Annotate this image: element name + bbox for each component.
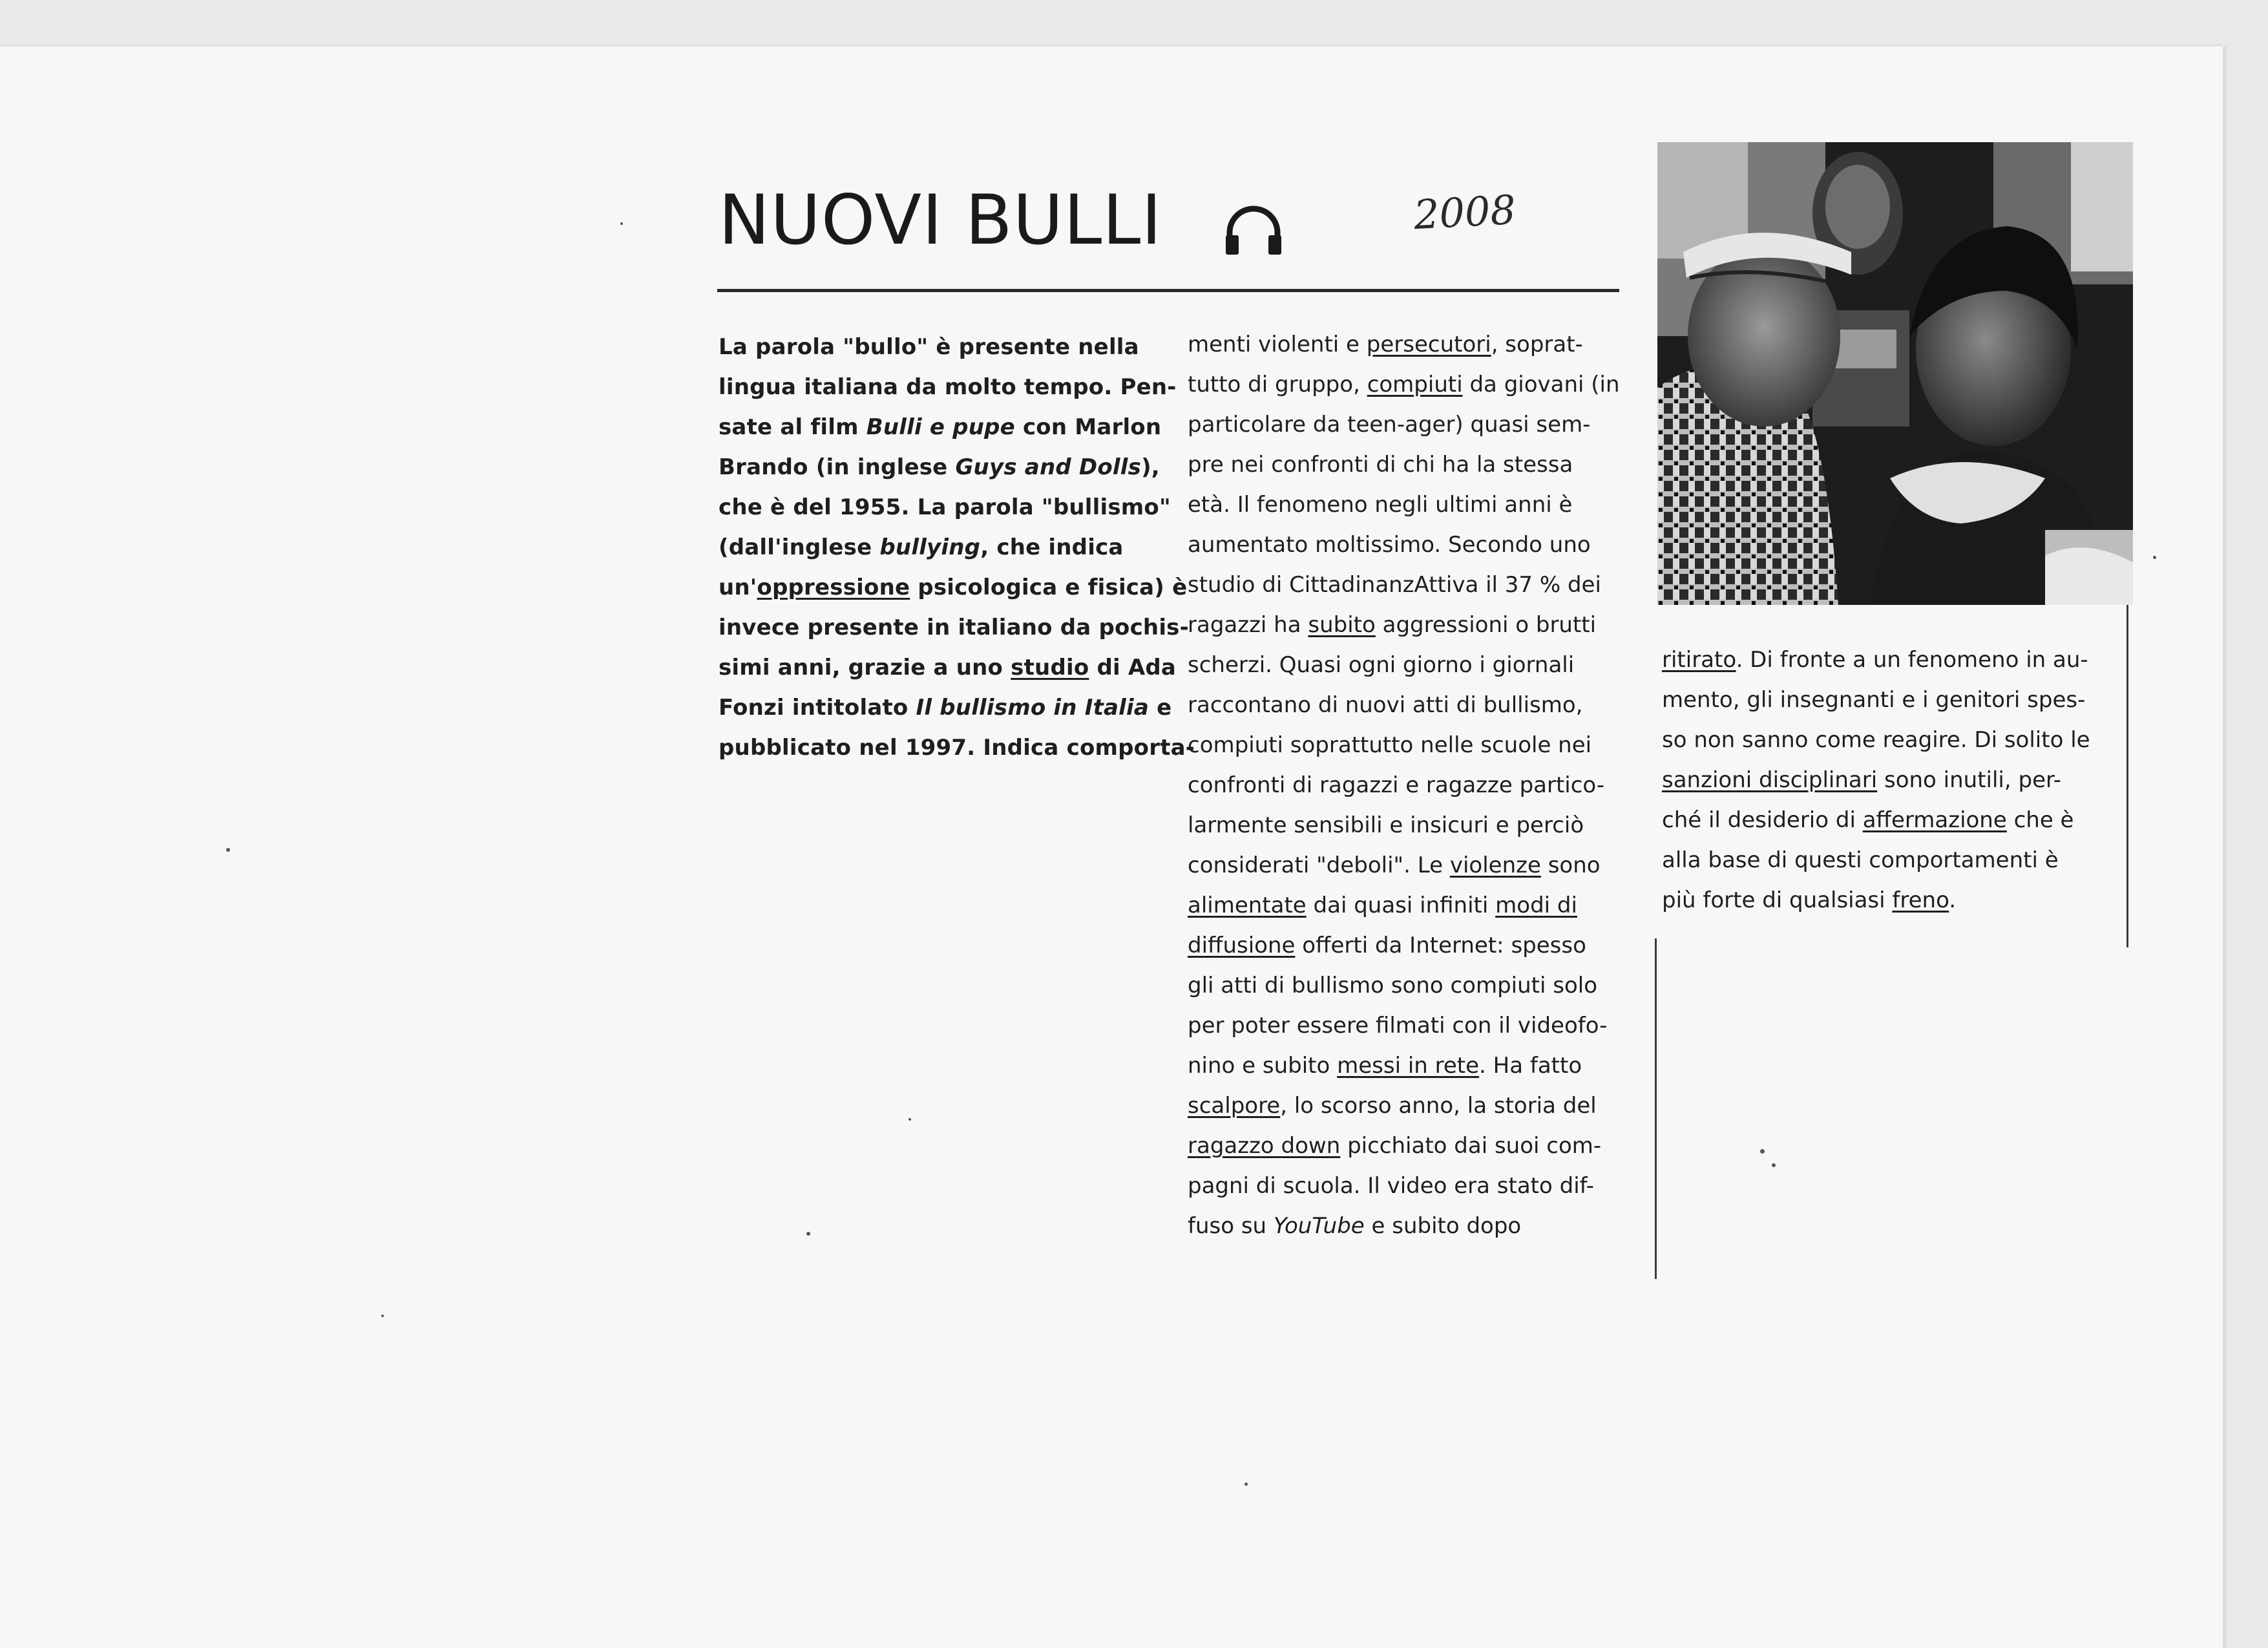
text-run: sate al film xyxy=(719,414,866,440)
article-column-1 xyxy=(719,327,1195,768)
text-run: offerti da Internet: spesso xyxy=(1295,933,1586,958)
text-run: , che indica xyxy=(980,534,1124,560)
scan-speck xyxy=(381,1315,384,1317)
text-run: che è xyxy=(2006,807,2074,833)
text-run: confronti di ragazzi e ragazze partico- xyxy=(1188,772,1605,798)
underlined-term: messi in rete xyxy=(1337,1053,1480,1079)
text-run: raccontano di nuovi atti di bullismo, xyxy=(1188,692,1583,718)
scan-speck xyxy=(1244,1483,1248,1486)
scan-speck xyxy=(620,222,623,225)
scan-speck xyxy=(908,1118,911,1121)
text-run: con Marlon xyxy=(1014,414,1162,440)
text-line xyxy=(1188,765,1620,805)
column-divider xyxy=(1655,938,1657,1279)
text-run: dai quasi infiniti xyxy=(1306,893,1496,918)
scan-speck xyxy=(226,848,230,852)
underlined-term: scalpore xyxy=(1188,1093,1281,1119)
text-run: fuso su xyxy=(1188,1213,1274,1239)
text-run: ragazzi ha xyxy=(1188,612,1308,638)
text-line xyxy=(1188,685,1620,725)
text-line xyxy=(719,728,1195,768)
text-run: tutto di gruppo, xyxy=(1188,372,1367,397)
underlined-term: ritirato xyxy=(1662,647,1736,673)
column-divider xyxy=(2126,605,2128,947)
text-run: particolare da teen-ager) quasi sem- xyxy=(1188,412,1591,438)
handwritten-year-note: 2008 xyxy=(1412,185,1517,239)
scan-speck xyxy=(2153,556,2156,559)
italic-title: Bulli e pupe xyxy=(866,414,1015,440)
text-run: aumentato moltissimo. Secondo uno xyxy=(1188,532,1591,558)
text-line xyxy=(719,648,1195,688)
text-run: alla base di questi comportamenti è xyxy=(1662,847,2059,873)
text-line xyxy=(719,327,1195,367)
text-line xyxy=(1662,640,2090,680)
underlined-term: diffusione xyxy=(1188,933,1296,958)
text-run: da giovani (in xyxy=(1462,372,1620,397)
text-run: , soprat- xyxy=(1491,332,1583,357)
text-line xyxy=(1188,1046,1620,1086)
text-line xyxy=(1188,405,1620,445)
text-line xyxy=(1188,525,1620,565)
photo-teenagers-illustration xyxy=(1657,142,2133,605)
text-run: La parola "bullo" è presente nella xyxy=(719,334,1139,360)
text-run: compiuti soprattutto nelle scuole nei xyxy=(1188,732,1592,758)
underlined-term: subito xyxy=(1308,612,1376,638)
text-run: sono xyxy=(1540,852,1601,878)
text-run: pubblicato nel 1997. Indica comporta- xyxy=(719,735,1195,761)
text-run: . xyxy=(1949,887,1957,913)
text-line xyxy=(1188,805,1620,845)
italic-title: Guys and Dolls xyxy=(955,454,1142,480)
text-line xyxy=(1188,885,1620,925)
underlined-term: modi di xyxy=(1495,893,1577,918)
italic-title: YouTube xyxy=(1273,1213,1365,1239)
text-line xyxy=(719,527,1195,567)
text-line xyxy=(719,607,1195,648)
text-line xyxy=(1188,324,1620,364)
text-run: di Ada xyxy=(1089,655,1177,681)
text-line xyxy=(1188,364,1620,405)
text-line xyxy=(719,567,1195,607)
article-column-2 xyxy=(1188,324,1620,1246)
text-run: menti violenti e xyxy=(1188,332,1367,357)
text-line xyxy=(1188,1166,1620,1206)
italic-title: Il bullismo in Italia xyxy=(916,695,1150,721)
text-line xyxy=(1188,565,1620,605)
text-line xyxy=(1188,485,1620,525)
text-run: pre nei confronti di chi ha la stessa xyxy=(1188,452,1573,478)
text-run: più forte di qualsiasi xyxy=(1662,887,1893,913)
text-run: per poter essere filmati con il videofo- xyxy=(1188,1013,1608,1039)
underlined-term: studio xyxy=(1011,655,1089,681)
text-line xyxy=(719,487,1195,527)
text-line xyxy=(1662,760,2090,800)
text-line xyxy=(1662,800,2090,840)
text-run: (dall'inglese xyxy=(719,534,880,560)
text-line xyxy=(719,688,1195,728)
text-line xyxy=(1188,645,1620,685)
text-line xyxy=(1188,845,1620,885)
scan-speck xyxy=(1760,1149,1765,1154)
underlined-term: ragazzo down xyxy=(1188,1133,1341,1159)
text-line xyxy=(1188,1206,1620,1246)
underlined-term: compiuti xyxy=(1367,372,1463,397)
text-run: lingua italiana da molto tempo. Pen- xyxy=(719,374,1177,400)
scan-speck xyxy=(806,1232,810,1236)
text-run: . Di fronte a un fenomeno in au- xyxy=(1736,647,2088,673)
text-run: gli atti di bullismo sono compiuti solo xyxy=(1188,973,1597,998)
article-column-3 xyxy=(1662,640,2090,920)
underlined-term: oppressione xyxy=(757,575,910,600)
text-line xyxy=(1662,720,2090,760)
text-line xyxy=(1188,725,1620,765)
text-run: , lo scorso anno, la storia del xyxy=(1280,1093,1597,1119)
article-title: NUOVI BULLI xyxy=(719,180,1162,260)
text-line xyxy=(1188,445,1620,485)
text-line xyxy=(719,407,1195,447)
text-line xyxy=(719,447,1195,487)
text-run: sono inutili, per- xyxy=(1877,767,2062,793)
article-photo xyxy=(1657,142,2133,605)
italic-title: bullying xyxy=(879,534,981,560)
title-divider xyxy=(717,289,1619,292)
underlined-term: violenze xyxy=(1449,852,1541,878)
text-line xyxy=(1188,925,1620,966)
text-run: e xyxy=(1149,695,1172,721)
text-line xyxy=(1188,1126,1620,1166)
underlined-term: affermazione xyxy=(1862,807,2007,833)
text-run: scherzi. Quasi ogni giorno i giornali xyxy=(1188,652,1575,678)
text-run: un' xyxy=(719,575,757,600)
text-run: e subito dopo xyxy=(1364,1213,1522,1239)
text-line xyxy=(1188,1086,1620,1126)
text-run: picchiato dai suoi com- xyxy=(1340,1133,1602,1159)
underlined-term: alimentate xyxy=(1188,893,1307,918)
text-run: ), xyxy=(1141,454,1160,480)
underlined-term: persecutori xyxy=(1366,332,1491,357)
headphones-icon xyxy=(1223,204,1284,256)
text-run: mento, gli insegnanti e i genitori spes- xyxy=(1662,687,2086,713)
underlined-term: freno xyxy=(1892,887,1949,913)
text-run: considerati "deboli". Le xyxy=(1188,852,1450,878)
text-run: Fonzi intitolato xyxy=(719,695,916,721)
text-run: simi anni, grazie a uno xyxy=(719,655,1011,681)
text-run: pagni di scuola. Il video era stato dif- xyxy=(1188,1173,1595,1199)
text-run: che è del 1955. La parola "bullismo" xyxy=(719,494,1171,520)
text-run: nino e subito xyxy=(1188,1053,1338,1079)
underlined-term: sanzioni disciplinari xyxy=(1662,767,1878,793)
text-run: ché il desiderio di xyxy=(1662,807,1863,833)
text-run: età. Il fenomeno negli ultimi anni è xyxy=(1188,492,1573,518)
text-line xyxy=(1188,966,1620,1006)
text-run: invece presente in italiano da pochis- xyxy=(719,615,1189,640)
scan-speck xyxy=(1772,1163,1776,1167)
text-line xyxy=(1662,680,2090,720)
text-run: aggressioni o brutti xyxy=(1375,612,1597,638)
text-run: studio di CittadinanzAttiva il 37 % dei xyxy=(1188,572,1601,598)
text-line xyxy=(1188,605,1620,645)
text-line xyxy=(1662,840,2090,880)
text-run: psicologica e fisica) è xyxy=(910,575,1188,600)
text-line xyxy=(719,367,1195,407)
text-line xyxy=(1188,1006,1620,1046)
text-run: larmente sensibili e insicuri e perciò xyxy=(1188,812,1584,838)
text-run: Brando (in inglese xyxy=(719,454,956,480)
text-run: so non sanno come reagire. Di solito le xyxy=(1662,727,2090,753)
text-line xyxy=(1662,880,2090,920)
text-run: . Ha fatto xyxy=(1479,1053,1582,1079)
